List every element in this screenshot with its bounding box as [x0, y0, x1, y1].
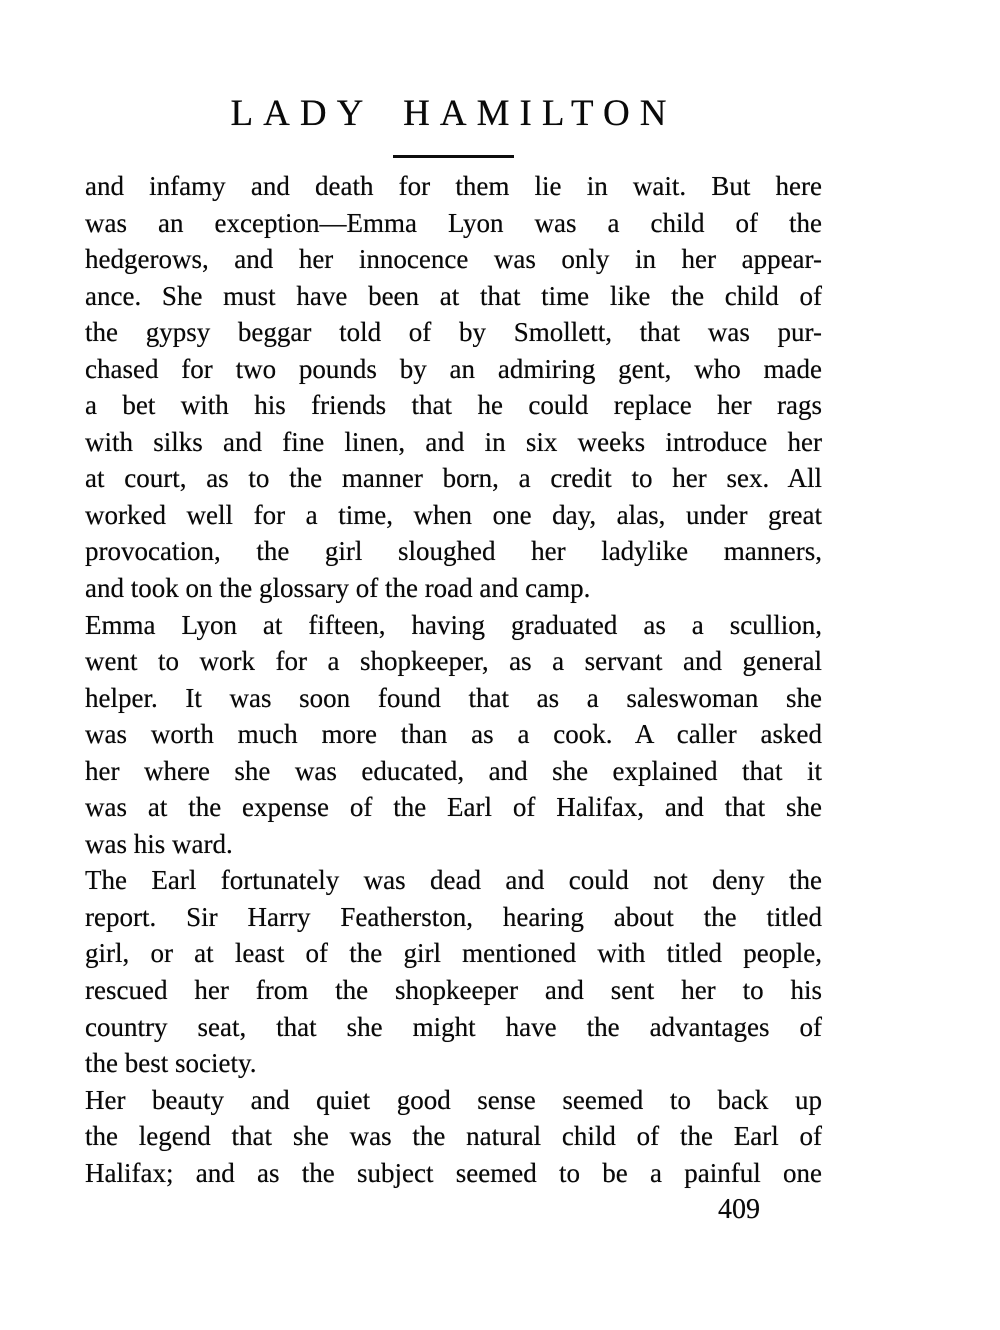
text-line: hedgerows, and her innocence was only in her appear- — [85, 244, 822, 275]
page-header — [85, 92, 822, 158]
text-line: the legend that she was the natural child of the Earl of — [85, 1121, 822, 1152]
page-number: 409 — [718, 1194, 760, 1225]
text-line: rescued her from the shopkeeper and sent her to his — [85, 975, 822, 1006]
text-line: girl, or at least of the girl mentioned with titled people, — [85, 938, 822, 969]
text-line: was his ward. — [85, 828, 233, 859]
text-line: Emma Lyon at fifteen, having graduated as a scullion, — [85, 609, 822, 640]
text-line: was at the expense of the Earl of Halifax, and that she — [85, 792, 822, 823]
text-line: the gypsy beggar told of by Smollett, that was pur- — [85, 317, 822, 348]
paragraph — [85, 862, 822, 1081]
text-line: went to work for a shopkeeper, as a servant and general — [85, 646, 822, 677]
page-title: LADY HAMILTON — [230, 93, 677, 134]
body-text — [85, 168, 822, 1191]
text-line: worked well for a time, when one day, alas, under great — [85, 499, 822, 530]
text-line: with silks and fine linen, and in six weeks introduce her — [85, 426, 822, 457]
text-line: Her beauty and quiet good sense seemed to back up — [85, 1084, 822, 1115]
text-line: helper. It was soon found that as a saleswoman she — [85, 682, 822, 713]
text-line: country seat, that she might have the advantages of — [85, 1011, 822, 1042]
text-line: was an exception—Emma Lyon was a child of the — [85, 207, 822, 238]
text-line: chased for two pounds by an admiring gent, who made — [85, 353, 822, 384]
title-rule — [393, 155, 514, 158]
text-line: ance. She must have been at that time like the child of — [85, 280, 822, 311]
text-line: the best society. — [85, 1048, 257, 1079]
text-line: Halifax; and as the subject seemed to be a painful one — [85, 1157, 822, 1188]
text-line: provocation, the girl sloughed her ladylike manners, — [85, 536, 822, 567]
text-line: and took on the glossary of the road and camp. — [85, 573, 591, 604]
text-line: a bet with his friends that he could replace her rags — [85, 390, 822, 421]
text-line: and infamy and death for them lie in wait. But here — [85, 171, 822, 201]
paragraph — [85, 168, 822, 607]
text-line: The Earl fortunately was dead and could not deny the — [85, 865, 822, 896]
text-line: report. Sir Harry Featherston, hearing about the titled — [85, 901, 822, 932]
paragraph — [85, 1082, 822, 1192]
paragraph — [85, 607, 822, 863]
text-line: her where she was educated, and she explained that it — [85, 755, 822, 786]
text-line: at court, as to the manner born, a credit to her sex. All — [85, 463, 822, 494]
text-line: was worth much more than as a cook. A caller asked — [85, 719, 822, 750]
